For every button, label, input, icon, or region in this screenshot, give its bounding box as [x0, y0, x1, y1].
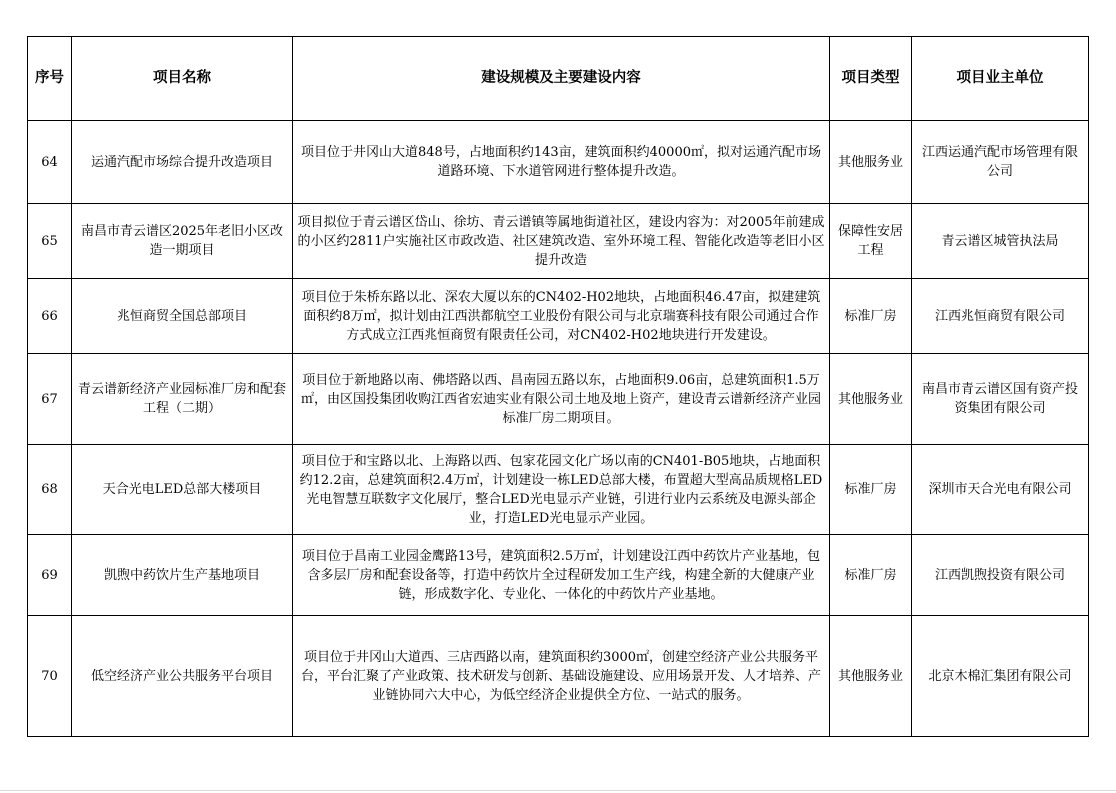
- row-content: 项目位于昌南工业园金鹰路13号，建筑面积2.5万㎡，计划建设江西中药饮片产业基地，包含多层厂房和配套设备等，打造中药饮片全过程研发加工生产线，构建全新的大健康产业链，形成数字化、专业化、一体化的中药饮片产业基地。: [293, 535, 830, 616]
- table-row: [28, 354, 1089, 445]
- header-type: 项目类型: [830, 37, 912, 121]
- row-owner: 江西凯煦投资有限公司: [912, 535, 1089, 616]
- row-type: 标准厂房: [830, 279, 912, 354]
- row-type: 其他服务业: [830, 121, 912, 204]
- row-project-name: 青云谱新经济产业园标准厂房和配套工程（二期）: [72, 354, 293, 445]
- row-project-name: 运通汽配市场综合提升改造项目: [72, 121, 293, 204]
- row-no: 66: [28, 279, 72, 354]
- row-owner: 南昌市青云谱区国有资产投资集团有限公司: [912, 354, 1089, 445]
- header-project-name: 项目名称: [72, 37, 293, 121]
- table-row: [28, 204, 1089, 279]
- row-no: 69: [28, 535, 72, 616]
- row-no: 68: [28, 445, 72, 535]
- row-owner: 江西兆恒商贸有限公司: [912, 279, 1089, 354]
- table-header-row: [28, 37, 1089, 121]
- row-project-name: 凯煦中药饮片生产基地项目: [72, 535, 293, 616]
- row-content: 项目位于井冈山大道848号，占地面积约143亩，建筑面积约40000㎡，拟对运通汽配市场道路环境、下水道管网进行整体提升改造。: [293, 121, 830, 204]
- row-owner: 江西运通汽配市场管理有限公司: [912, 121, 1089, 204]
- table-row: [28, 616, 1089, 737]
- table-row: [28, 121, 1089, 204]
- row-no: 65: [28, 204, 72, 279]
- row-type: 标准厂房: [830, 535, 912, 616]
- row-owner: 青云谱区城管执法局: [912, 204, 1089, 279]
- row-type: 保障性安居工程: [830, 204, 912, 279]
- header-owner: 项目业主单位: [912, 37, 1089, 121]
- row-content: 项目位于新地路以南、佛塔路以西、昌南园五路以东，占地面积9.06亩，总建筑面积1.5万㎡，由区国投集团收购江西省宏迪实业有限公司土地及地上资产，建设青云谱新经济产业园标准厂房二期项目。: [293, 354, 830, 445]
- page-bottom-divider: [0, 790, 1116, 791]
- row-owner: 深圳市天合光电有限公司: [912, 445, 1089, 535]
- row-project-name: 天合光电LED总部大楼项目: [72, 445, 293, 535]
- project-table: [27, 36, 1089, 737]
- header-content: 建设规模及主要建设内容: [293, 37, 830, 121]
- header-no: 序号: [28, 37, 72, 121]
- row-type: 标准厂房: [830, 445, 912, 535]
- row-content: 项目位于和宝路以北、上海路以西、包家花园文化广场以南的CN401-B05地块，占地面积约12.2亩，总建筑面积2.4万㎡，计划建设一栋LED总部大楼，布置超大型高品质规格LED光电智慧互联数字文化展厅，整合LED光电显示产业链，引进行业内云系统及电源头部企业，打造LED光电显示产业园。: [293, 445, 830, 535]
- row-no: 64: [28, 121, 72, 204]
- row-type: 其他服务业: [830, 354, 912, 445]
- row-content: 项目位于井冈山大道西、三店西路以南，建筑面积约3000㎡，创建空经济产业公共服务平台，平台汇聚了产业政策、技术研发与创新、基础设施建设、应用场景开发、人才培养、产业链协同六大中心，为低空经济企业提供全方位、一站式的服务。: [293, 616, 830, 737]
- row-content: 项目拟位于青云谱区岱山、徐坊、青云谱镇等属地街道社区，建设内容为：对2005年前建成的小区约2811户实施社区市政改造、社区建筑改造、室外环境工程、智能化改造等老旧小区提升改造: [293, 204, 830, 279]
- table-row: [28, 535, 1089, 616]
- table-row: [28, 445, 1089, 535]
- row-no: 70: [28, 616, 72, 737]
- row-type: 其他服务业: [830, 616, 912, 737]
- table-row: [28, 279, 1089, 354]
- row-project-name: 低空经济产业公共服务平台项目: [72, 616, 293, 737]
- row-owner: 北京木棉汇集团有限公司: [912, 616, 1089, 737]
- row-content: 项目位于朱桥东路以北、深农大厦以东的CN402-H02地块，占地面积46.47亩，拟建建筑面积约8万㎡，拟计划由江西洪都航空工业股份有限公司与北京瑞赛科技有限公司通过合作方式成立江西兆恒商贸有限责任公司，对CN402-H02地块进行开发建设。: [293, 279, 830, 354]
- row-project-name: 南昌市青云谱区2025年老旧小区改造一期项目: [72, 204, 293, 279]
- row-project-name: 兆恒商贸全国总部项目: [72, 279, 293, 354]
- row-no: 67: [28, 354, 72, 445]
